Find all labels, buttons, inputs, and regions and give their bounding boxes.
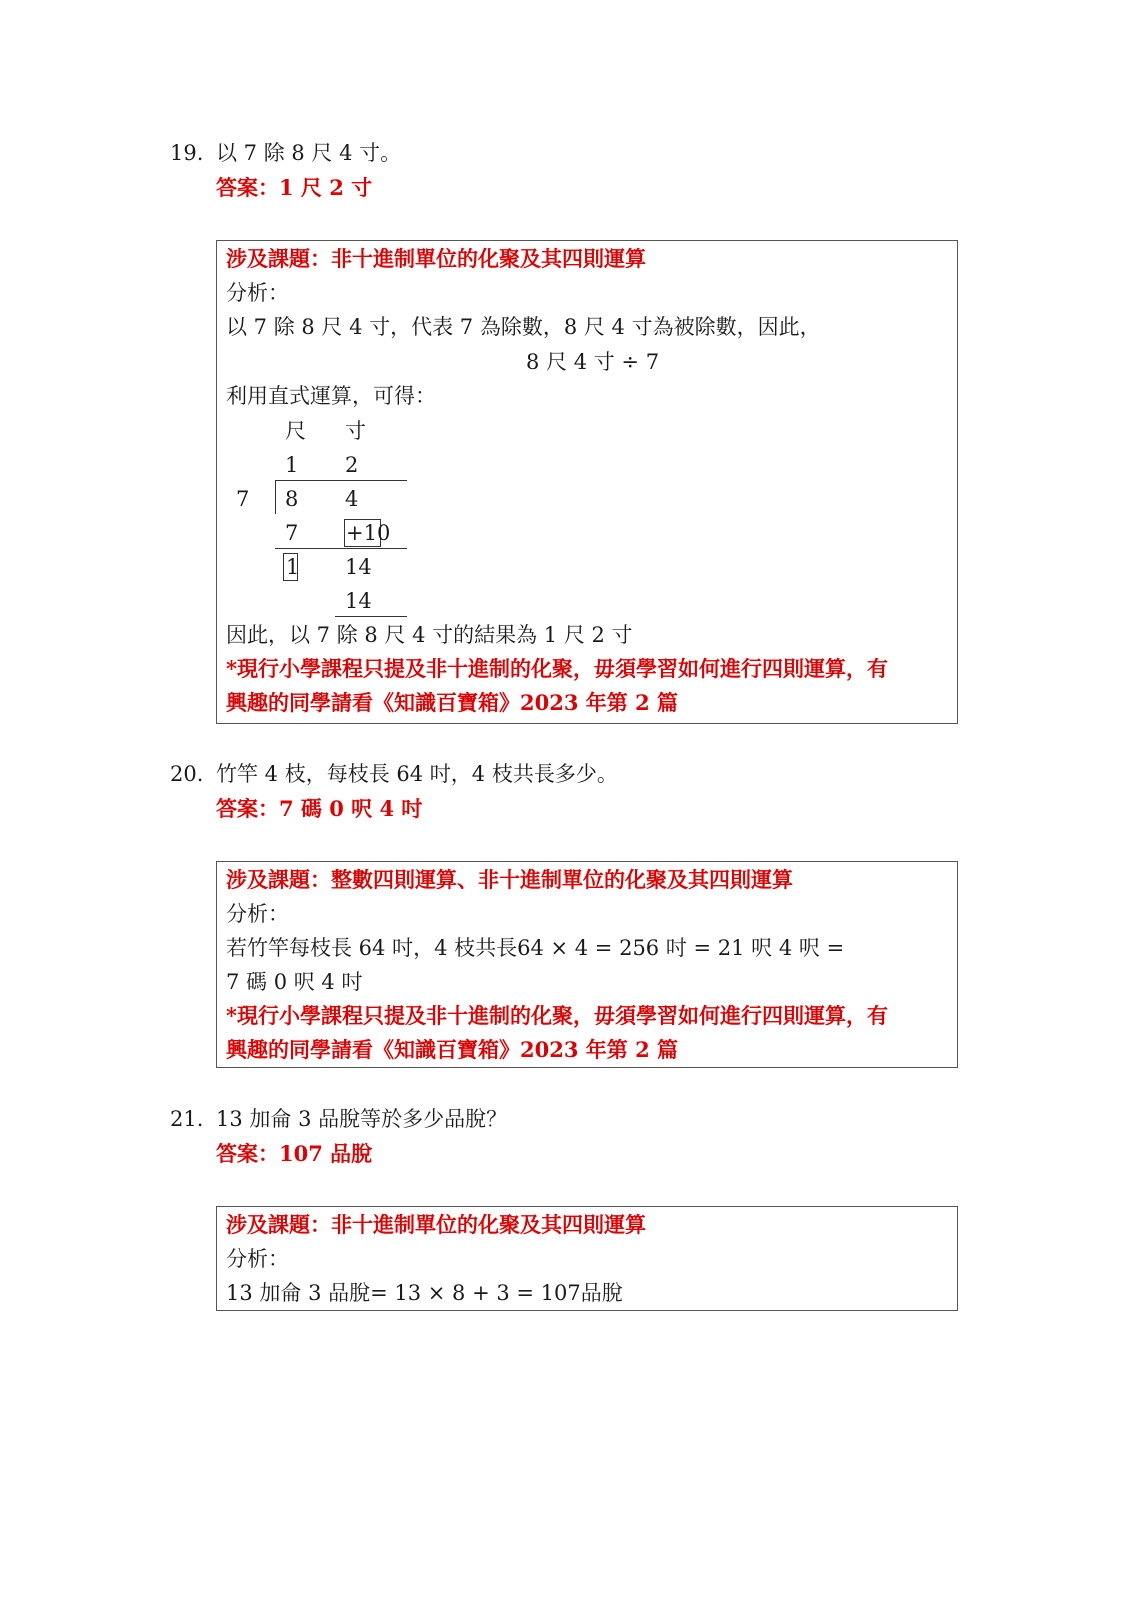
note-line: 興趣的同學請看《知識百寶箱》2023 年第 2 篇 xyxy=(226,1037,678,1062)
analysis-line: 利用直式運算，可得： xyxy=(226,384,436,408)
question-number: 21. xyxy=(170,1107,204,1131)
question-text: 以 7 除 8 尺 4 寸。 xyxy=(216,141,402,165)
question-number: 20. xyxy=(170,762,204,786)
conclusion-line: 因此，以 7 除 8 尺 4 寸的結果為 1 尺 2 寸 xyxy=(226,623,633,647)
analysis-line: 若竹竿每枝長 64 吋，4 枝共長64 × 4 = 256 吋 = 21 呎 4 呎 = xyxy=(226,936,845,960)
note-line: *現行小學課程只提及非十進制的化聚，毋須學習如何進行四則運算，有 xyxy=(226,1003,888,1028)
quotient-chi: 1 xyxy=(285,453,299,477)
quotient-cun: 2 xyxy=(345,453,359,477)
topic-heading: 涉及課題：整數四則運算、非十進制單位的化聚及其四則運算 xyxy=(226,867,793,892)
question-number: 19. xyxy=(170,141,204,165)
topic-heading: 涉及課題：非十進制單位的化聚及其四則運算 xyxy=(226,246,646,271)
question-text: 13 加侖 3 品脫等於多少品脫？ xyxy=(216,1107,508,1131)
subtract-chi: 7 xyxy=(285,521,299,545)
answer-text: 答案：7 碼 0 呎 4 吋 xyxy=(216,796,423,821)
remainder-chi: 1 xyxy=(286,555,300,579)
analysis-box xyxy=(216,1206,958,1311)
analysis-label: 分析： xyxy=(226,902,289,926)
dividend-cun: 4 xyxy=(345,487,359,511)
question-text: 竹竿 4 枝，每枝長 64 吋，4 枝共長多少。 xyxy=(216,762,618,786)
answer-text: 答案：1 尺 2 寸 xyxy=(216,175,373,200)
remainder-cun: 14 xyxy=(345,555,372,579)
division-bar xyxy=(275,480,407,481)
subtraction-line xyxy=(335,616,407,617)
carry-value: +10 xyxy=(346,521,391,545)
analysis-box xyxy=(216,240,958,724)
dividend-chi: 8 xyxy=(285,487,299,511)
divisor: 7 xyxy=(236,487,250,511)
topic-heading: 涉及課題：非十進制單位的化聚及其四則運算 xyxy=(226,1212,646,1237)
analysis-label: 分析： xyxy=(226,1247,289,1271)
unit-header-chi: 尺 xyxy=(285,419,306,443)
note-line: *現行小學課程只提及非十進制的化聚，毋須學習如何進行四則運算，有 xyxy=(226,656,888,681)
equation: 8 尺 4 寸 ÷ 7 xyxy=(526,350,660,374)
analysis-line: 7 碼 0 呎 4 吋 xyxy=(226,970,363,994)
answer-text: 答案：107 品脫 xyxy=(216,1141,373,1166)
analysis-line: 以 7 除 8 尺 4 寸，代表 7 為除數，8 尺 4 寸為被除數，因此， xyxy=(226,315,821,339)
subtraction-line xyxy=(275,548,407,549)
subtract-cun: 14 xyxy=(345,589,372,613)
analysis-label: 分析： xyxy=(226,281,289,305)
unit-header-cun: 寸 xyxy=(345,419,366,443)
note-line: 興趣的同學請看《知識百寶箱》2023 年第 2 篇 xyxy=(226,690,678,715)
analysis-line: 13 加侖 3 品脫= 13 × 8 + 3 = 107品脫 xyxy=(226,1281,623,1305)
division-bracket xyxy=(275,480,276,514)
analysis-box xyxy=(216,861,958,1068)
